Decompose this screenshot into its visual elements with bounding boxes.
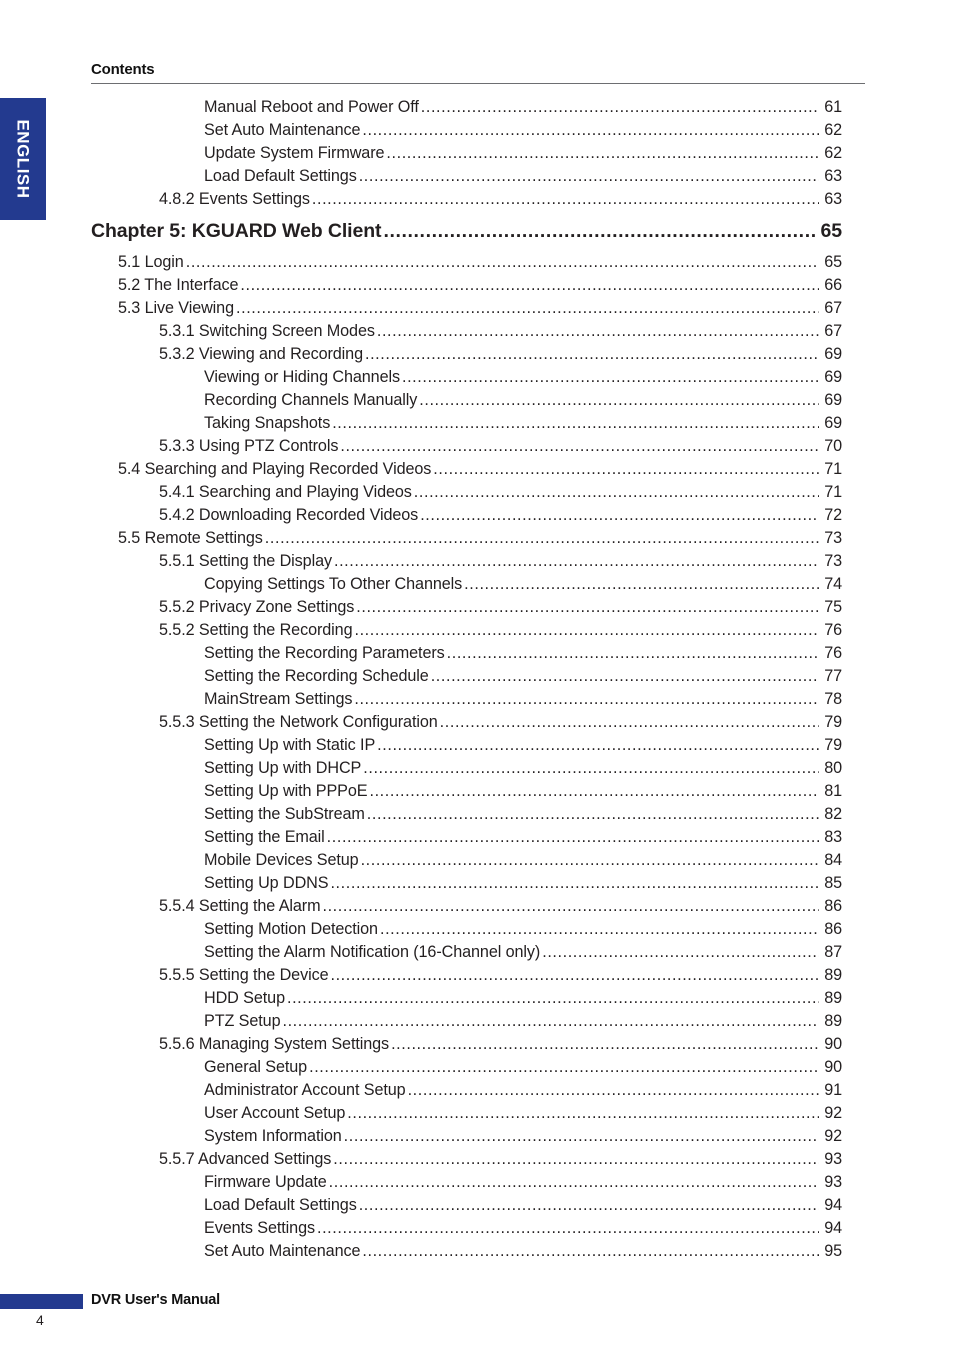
toc-entry-label: Viewing or Hiding Channels [204,368,400,386]
toc-entry[interactable] [0,1240,954,1263]
toc-entry-label: Setting the Alarm Notification (16-Channel only) [204,943,541,961]
toc-entry[interactable] [0,435,954,458]
toc-dot-leader [419,389,819,412]
toc-entry-label: Manual Reboot and Power Off [204,98,419,116]
toc-entry[interactable] [0,872,954,895]
toc-entry-label: Setting the Email [204,828,325,846]
toc-chapter-entry[interactable] [0,219,954,243]
toc-entry-label: Copying Settings To Other Channels [204,575,463,593]
page-header-title: Contents [91,61,155,78]
toc-dot-leader [377,320,819,343]
toc-dot-leader [362,1240,819,1263]
toc-entry[interactable] [0,412,954,435]
toc-entry[interactable] [0,1148,954,1171]
toc-entry-page: 62 [824,144,842,162]
toc-entry-label: 5.1 Login [118,253,184,271]
toc-entry-label: Setting Up with Static IP [204,736,376,754]
toc-dot-leader [309,1056,819,1079]
toc-dot-leader [340,435,819,458]
toc-entry-page: 80 [824,759,842,777]
toc-entry-page: 73 [824,552,842,570]
toc-entry-label: 5.5.5 Setting the Device [159,966,329,984]
toc-entry[interactable] [0,964,954,987]
toc-entry-label: MainStream Settings [204,690,353,708]
toc-entry-label: 5.4.1 Searching and Playing Videos [159,483,412,501]
toc-entry-label: 5.5.7 Advanced Settings [159,1150,332,1168]
toc-entry-label: 4.8.2 Events Settings [159,190,310,208]
toc-entry-page: 61 [824,98,842,116]
footer-manual-title: DVR User's Manual [91,1292,220,1308]
page-number: 4 [36,1312,44,1328]
toc-entry[interactable] [0,119,954,142]
toc-entry-page: 95 [824,1242,842,1260]
toc-entry-label: General Setup [204,1058,308,1076]
toc-entry[interactable] [0,481,954,504]
toc-entry-page: 63 [824,167,842,185]
toc-entry-label: Set Auto Maintenance [204,1242,361,1260]
toc-entry-page: 69 [824,414,842,432]
toc-entry[interactable] [0,1217,954,1240]
toc-entry-page: 86 [824,920,842,938]
toc-entry-label: PTZ Setup [204,1012,281,1030]
toc-entry-label: Update System Firmware [204,144,385,162]
toc-dot-leader [356,596,819,619]
toc-entry[interactable] [0,596,954,619]
toc-entry-page: 71 [824,460,842,478]
toc-entry[interactable] [0,734,954,757]
toc-dot-leader [408,1079,819,1102]
toc-entry-page: 86 [824,897,842,915]
toc-entry-label: Administrator Account Setup [204,1081,406,1099]
toc-dot-leader [333,1148,819,1171]
toc-entry-label: 5.3.3 Using PTZ Controls [159,437,339,455]
toc-dot-leader [377,734,819,757]
header-divider [91,83,865,84]
language-tab-label: ENGLISH [14,119,33,199]
toc-dot-leader [359,1194,819,1217]
toc-entry-page: 67 [824,299,842,317]
toc-entry-label: Setting the Recording Parameters [204,644,445,662]
toc-dot-leader [317,1217,819,1240]
toc-entry-page: 78 [824,690,842,708]
toc-entry-label: 5.5 Remote Settings [118,529,263,547]
toc-dot-leader [287,987,819,1010]
toc-entry[interactable] [0,527,954,550]
toc-entry[interactable] [0,1010,954,1033]
toc-entry[interactable] [0,895,954,918]
toc-entry-page: 65 [824,253,842,271]
toc-dot-leader [330,964,819,987]
toc-entry-page: 90 [824,1058,842,1076]
toc-entry-label: Mobile Devices Setup [204,851,359,869]
toc-entry-page: 85 [824,874,842,892]
toc-dot-leader [354,619,819,642]
toc-entry-page: 76 [824,621,842,639]
toc-dot-leader [420,504,819,527]
toc-dot-leader [433,458,819,481]
toc-entry[interactable] [0,142,954,165]
toc-entry-label: Load Default Settings [204,1196,357,1214]
toc-entry-page: 94 [824,1196,842,1214]
toc-entry-label: HDD Setup [204,989,285,1007]
toc-entry[interactable] [0,665,954,688]
toc-dot-leader [363,757,819,780]
toc-entry[interactable] [0,297,954,320]
toc-entry-label: 5.5.2 Setting the Recording [159,621,353,639]
toc-entry-page: 69 [824,345,842,363]
toc-dot-leader [312,188,819,211]
toc-dot-leader [344,1125,819,1148]
toc-entry-label: 5.5.6 Managing System Settings [159,1035,390,1053]
toc-entry-label: Setting Up with PPPoE [204,782,368,800]
toc-entry-label: 5.3 Live Viewing [118,299,234,317]
toc-entry-page: 91 [824,1081,842,1099]
toc-entry-page: 90 [824,1035,842,1053]
toc-entry-page: 77 [824,667,842,685]
toc-dot-leader [380,918,819,941]
toc-entry-label: Firmware Update [204,1173,327,1191]
toc-dot-leader [447,642,819,665]
toc-entry-page: 92 [824,1104,842,1122]
toc-dot-leader [361,849,819,872]
toc-entry-page: 72 [824,506,842,524]
toc-entry-page: 79 [824,713,842,731]
toc-dot-leader [334,550,819,573]
toc-dot-leader [542,941,819,964]
toc-entry[interactable] [0,573,954,596]
toc-dot-leader [186,251,819,274]
toc-entry-page: 69 [824,368,842,386]
toc-entry[interactable] [0,96,954,119]
toc-dot-leader [440,711,819,734]
toc-entry-label: Taking Snapshots [204,414,331,432]
toc-entry[interactable] [0,849,954,872]
toc-entry[interactable] [0,550,954,573]
toc-entry[interactable] [0,780,954,803]
toc-dot-leader [431,665,819,688]
toc-entry-page: 75 [824,598,842,616]
toc-entry-page: 92 [824,1127,842,1145]
toc-entry[interactable] [0,1125,954,1148]
toc-entry[interactable] [0,642,954,665]
toc-dot-leader [383,219,817,243]
toc-entry[interactable] [0,389,954,412]
toc-entry-page: 71 [824,483,842,501]
toc-dot-leader [464,573,819,596]
toc-dot-leader [359,165,819,188]
toc-entry[interactable] [0,366,954,389]
toc-entry-page: 79 [824,736,842,754]
toc-entry-page: 69 [824,391,842,409]
toc-entry-page: 84 [824,851,842,869]
toc-entry[interactable] [0,688,954,711]
toc-dot-leader [365,343,819,366]
toc-entry[interactable] [0,458,954,481]
toc-dot-leader [402,366,819,389]
toc-entry[interactable] [0,165,954,188]
toc-entry-page: 73 [824,529,842,547]
toc-entry-label: Setting Up with DHCP [204,759,362,777]
toc-entry-page: 67 [824,322,842,340]
toc-entry-page: 83 [824,828,842,846]
toc-entry[interactable] [0,619,954,642]
toc-entry[interactable] [0,1079,954,1102]
toc-entry[interactable] [0,1056,954,1079]
toc-entry[interactable] [0,826,954,849]
toc-entry[interactable] [0,251,954,274]
toc-entry[interactable] [0,274,954,297]
toc-entry-label: Set Auto Maintenance [204,121,361,139]
toc-entry[interactable] [0,188,954,211]
toc-entry-page: 87 [824,943,842,961]
toc-entry[interactable] [0,757,954,780]
toc-entry-label: 5.3.2 Viewing and Recording [159,345,363,363]
toc-dot-leader [236,297,819,320]
toc-entry[interactable] [0,803,954,826]
toc-dot-leader [322,895,819,918]
toc-entry-label: 5.4.2 Downloading Recorded Videos [159,506,419,524]
toc-entry-page: 81 [824,782,842,800]
toc-entry-label: 5.5.1 Setting the Display [159,552,332,570]
toc-entry-label: User Account Setup [204,1104,346,1122]
toc-dot-leader [265,527,819,550]
toc-entry-label: Chapter 5: KGUARD Web Client [91,220,382,242]
toc-entry[interactable] [0,918,954,941]
toc-entry-label: 5.3.1 Switching Screen Modes [159,322,375,340]
toc-entry-page: 76 [824,644,842,662]
toc-entry-label: 5.4 Searching and Playing Recorded Videos [118,460,432,478]
toc-entry-page: 62 [824,121,842,139]
toc-entry-page: 89 [824,1012,842,1030]
toc-entry-label: System Information [204,1127,342,1145]
toc-entry-label: 5.2 The Interface [118,276,239,294]
toc-entry-page: 82 [824,805,842,823]
toc-entry-label: Setting the Recording Schedule [204,667,429,685]
toc-dot-leader [347,1102,819,1125]
toc-dot-leader [332,412,819,435]
toc-dot-leader [327,826,819,849]
toc-entry[interactable] [0,987,954,1010]
toc-entry-label: 5.5.3 Setting the Network Configuration [159,713,438,731]
toc-entry[interactable] [0,1194,954,1217]
toc-dot-leader [362,119,819,142]
toc-entry-label: Setting Motion Detection [204,920,378,938]
toc-entry-label: Load Default Settings [204,167,357,185]
toc-entry-page: 66 [824,276,842,294]
toc-entry[interactable] [0,1102,954,1125]
toc-entry[interactable] [0,504,954,527]
toc-dot-leader [421,96,819,119]
toc-dot-leader [282,1010,819,1033]
toc-dot-leader [369,780,819,803]
toc-dot-leader [386,142,819,165]
toc-entry-label: 5.5.2 Privacy Zone Settings [159,598,355,616]
toc-entry[interactable] [0,343,954,366]
toc-dot-leader [391,1033,819,1056]
toc-entry[interactable] [0,711,954,734]
toc-dot-leader [240,274,819,297]
toc-entry-page: 93 [824,1150,842,1168]
toc-dot-leader [329,1171,819,1194]
footer-accent-bar [0,1294,83,1309]
toc-entry-label: Recording Channels Manually [204,391,418,409]
toc-entry-page: 89 [824,989,842,1007]
toc-entry-page: 93 [824,1173,842,1191]
toc-dot-leader [367,803,819,826]
toc-entry[interactable] [0,941,954,964]
toc-entry-label: Events Settings [204,1219,315,1237]
toc-entry-page: 63 [824,190,842,208]
table-of-contents [0,96,954,1263]
toc-entry[interactable] [0,1033,954,1056]
toc-entry-page: 65 [820,220,842,242]
toc-entry-page: 94 [824,1219,842,1237]
toc-entry-label: Setting the SubStream [204,805,365,823]
toc-entry-page: 70 [824,437,842,455]
toc-entry-page: 89 [824,966,842,984]
toc-entry-label: Setting Up DDNS [204,874,329,892]
toc-dot-leader [414,481,819,504]
toc-entry-page: 74 [824,575,842,593]
toc-entry[interactable] [0,1171,954,1194]
toc-entry[interactable] [0,320,954,343]
toc-dot-leader [354,688,819,711]
toc-dot-leader [330,872,819,895]
toc-entry-label: 5.5.4 Setting the Alarm [159,897,321,915]
